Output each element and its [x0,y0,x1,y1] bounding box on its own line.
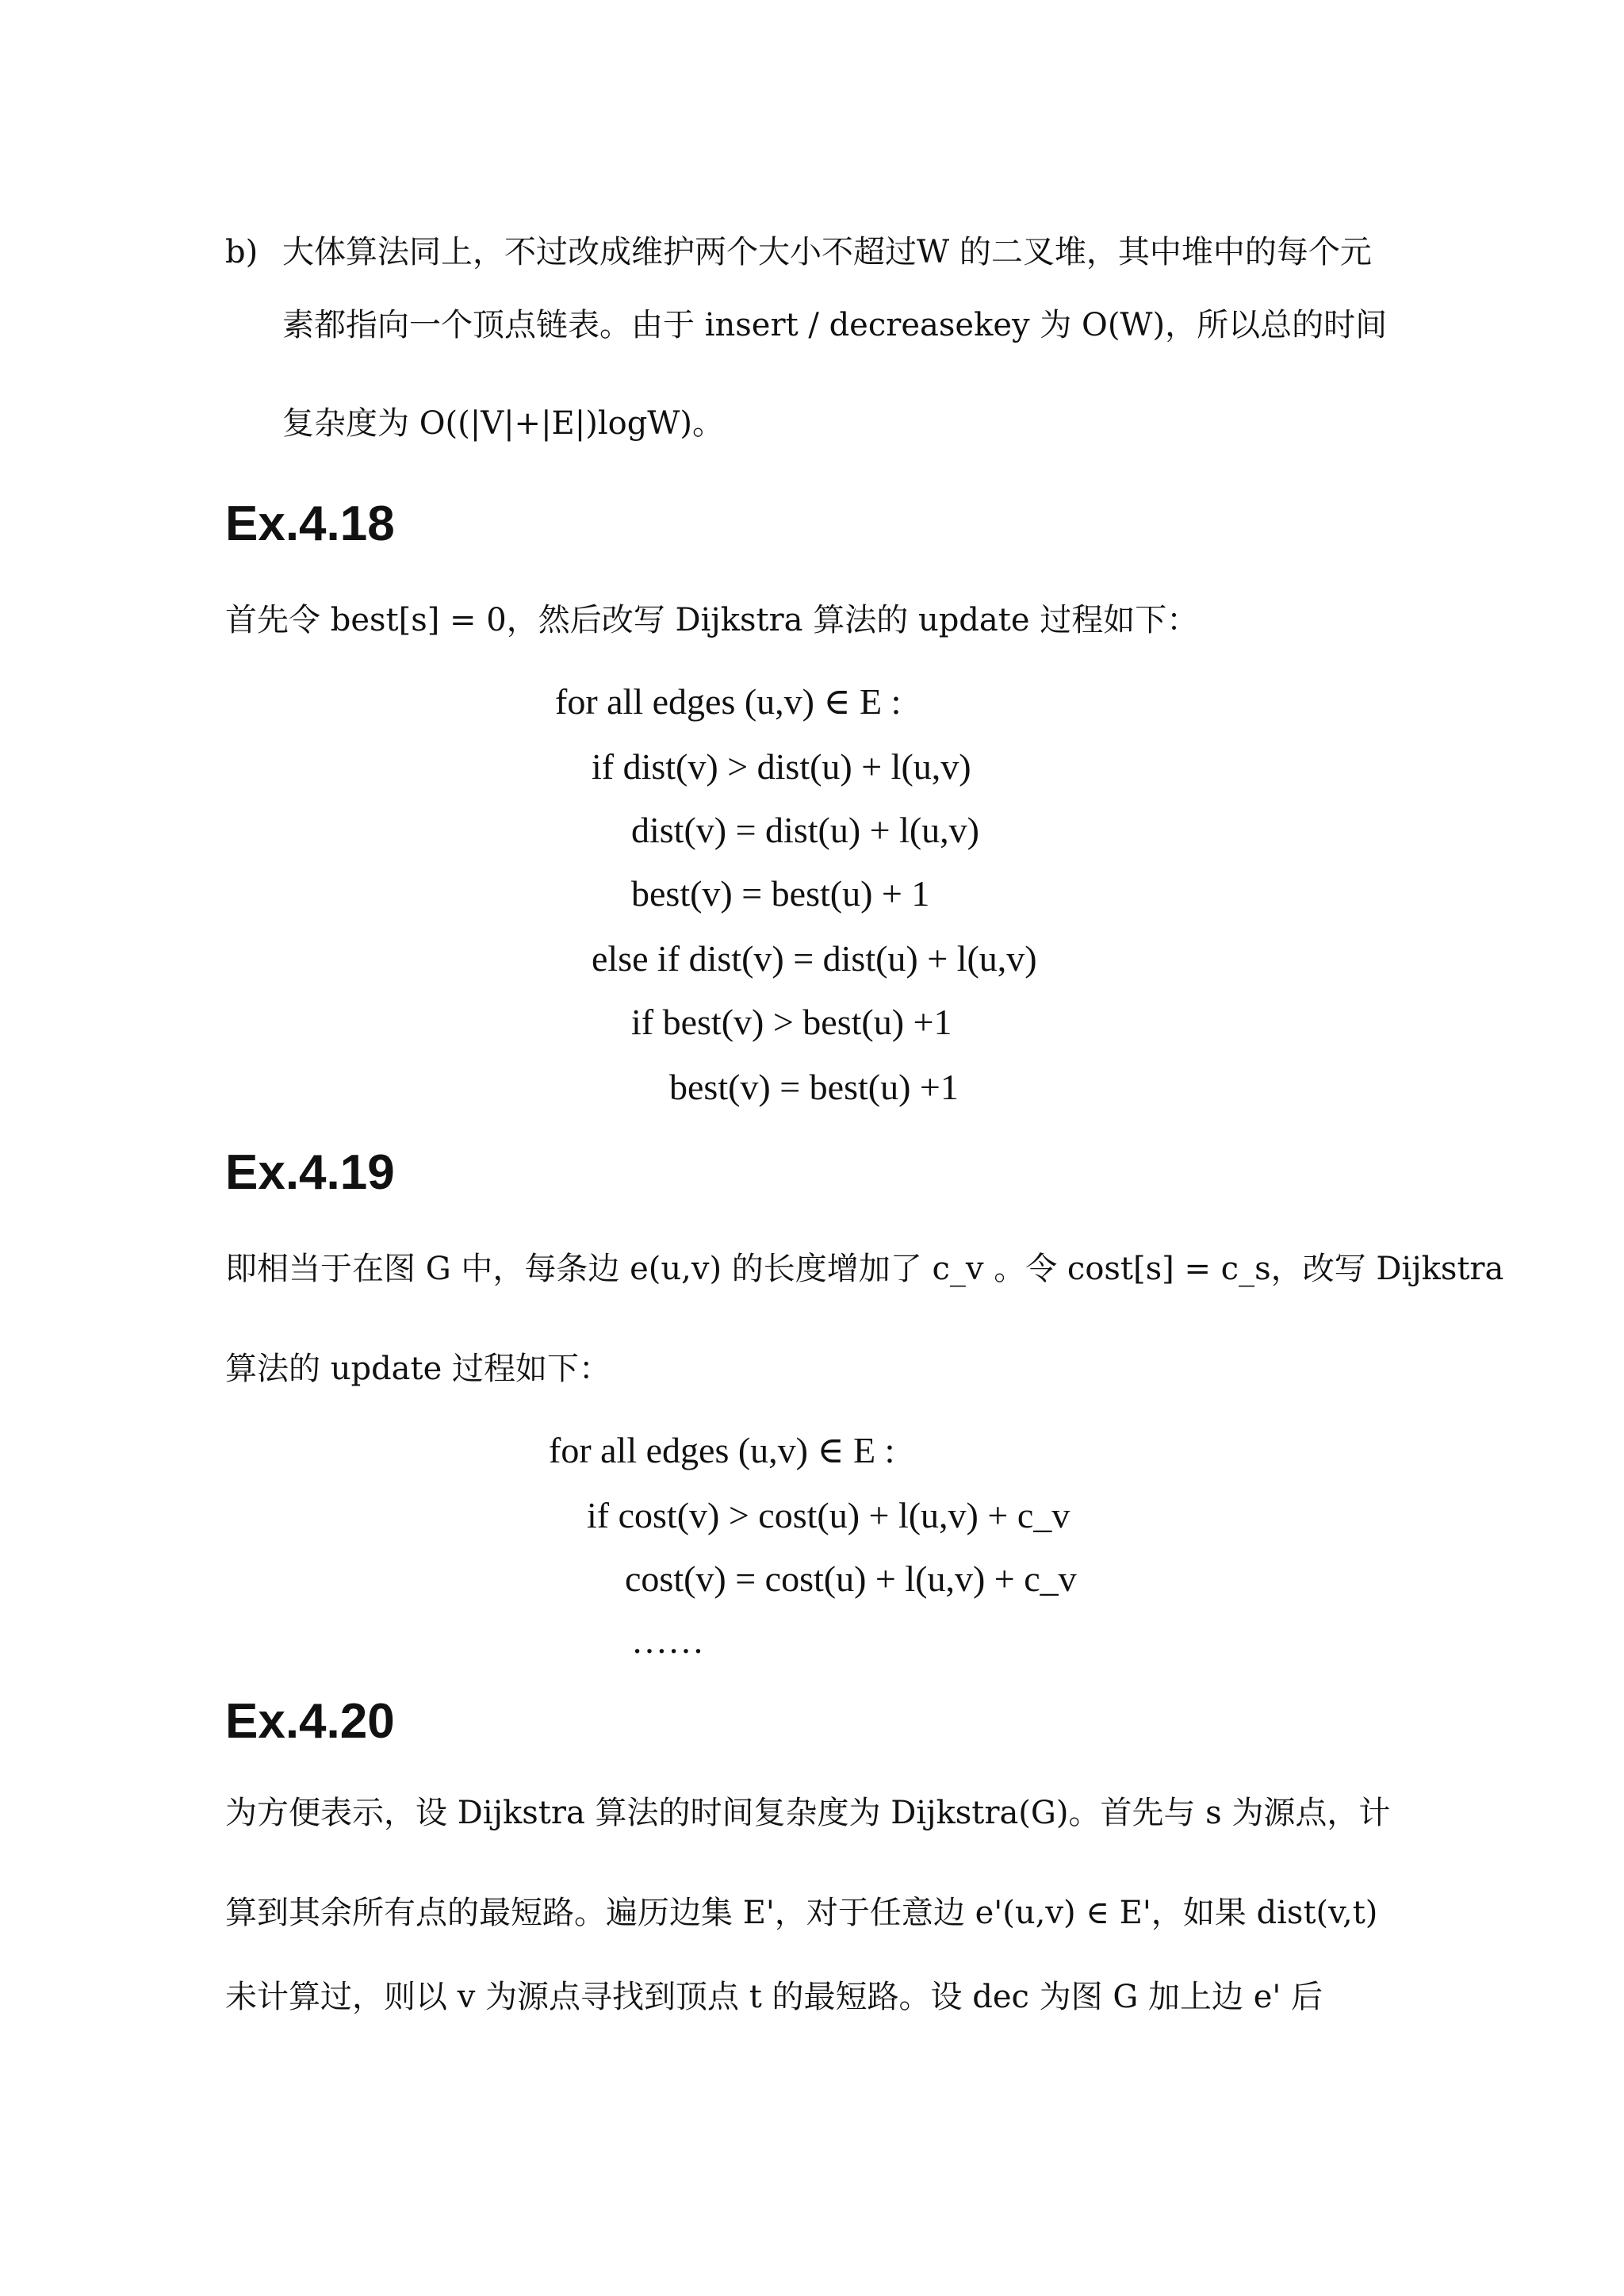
ex418-code-line-2: if dist(v) > dist(u) + l(u,v) [592,746,971,787]
ex419-code-line-1: for all edges (u,v) ∈ E : [549,1430,895,1470]
ex419-line-1: 即相当于在图 G 中，每条边 e(u,v) 的长度增加了 c_v 。令 cost[s] = c_s，改写 Dijkstra [225,1251,1504,1287]
section-b-line-3: 复杂度为 O((|V|+|E|)logW)。 [282,405,725,442]
heading-ex-4-20: Ex.4.20 [225,1694,395,1749]
ex420-line-1: 为方便表示，设 Dijkstra 算法的时间复杂度为 Dijkstra(G)。首先与 s 为源点，计 [225,1795,1391,1831]
ex418-code-line-4: best(v) = best(u) + 1 [631,873,930,914]
ex418-intro: 首先令 best[s] = 0，然后改写 Dijkstra 算法的 update 过程如下： [225,602,1199,638]
section-b-marker: b) [225,234,259,270]
ex419-line-2: 算法的 update 过程如下： [225,1351,611,1387]
ex419-code-line-2: if cost(v) > cost(u) + l(u,v) + c_v [587,1495,1071,1535]
ex418-code-line-7: best(v) = best(u) +1 [669,1067,959,1107]
ex420-line-2: 算到其余所有点的最短路。遍历边集 E'，对于任意边 e'(u,v) ∈ E'，如果 dist(v,t) [225,1895,1378,1931]
ex418-code-line-6: if best(v) > best(u) +1 [631,1002,952,1042]
ex418-code-line-5: else if dist(v) = dist(u) + l(u,v) [592,938,1037,979]
ex420-line-3: 未计算过，则以 v 为源点寻找到顶点 t 的最短路。设 dec 为图 G 加上边 e' 后 [225,1979,1323,2015]
ex418-code-line-3: dist(v) = dist(u) + l(u,v) [631,810,979,850]
ex419-code-line-3: cost(v) = cost(u) + l(u,v) + c_v [625,1558,1077,1599]
heading-ex-4-18: Ex.4.18 [225,496,395,551]
ex419-code-line-4: …… [631,1620,704,1661]
heading-ex-4-19: Ex.4.19 [225,1145,395,1200]
section-b-line-2: 素都指向一个顶点链表。由于 insert / decreasekey 为 O(W)，所以总的时间 [282,307,1388,343]
section-b-line-1: 大体算法同上，不过改成维护两个大小不超过W 的二叉堆，其中堆中的每个元 [282,234,1372,270]
ex418-code-line-1: for all edges (u,v) ∈ E : [555,681,902,722]
